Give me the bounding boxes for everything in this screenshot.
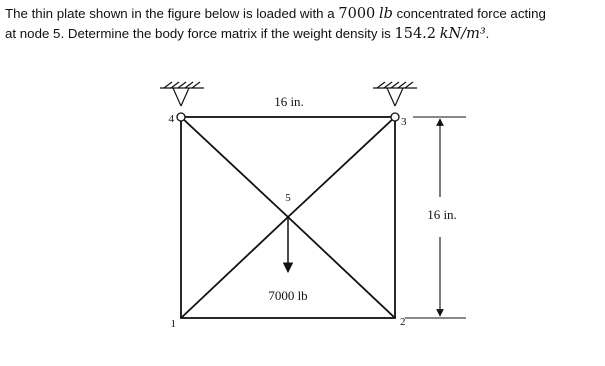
node-label-5: 5	[285, 192, 291, 204]
node-3-marker	[391, 113, 399, 121]
density-value: 154.2	[394, 26, 437, 42]
load-label: 7000 lb	[268, 288, 308, 303]
node-label-2: 2	[400, 316, 406, 328]
node-4-marker	[177, 113, 185, 121]
support-node-3	[373, 82, 417, 106]
node-label-3: 3	[401, 116, 407, 128]
force-unit: lb	[378, 6, 393, 22]
problem-text-line2-end: .	[485, 26, 490, 41]
problem-text-line1: The thin plate shown in the figure below is loaded with a	[5, 6, 339, 21]
width-label: 16 in.	[274, 94, 304, 109]
height-label: 16 in.	[427, 207, 457, 222]
problem-text-line1-end: concentrated force acting	[392, 6, 546, 21]
node-label-1: 1	[170, 318, 176, 330]
force-value: 7000	[338, 6, 376, 22]
support-node-4	[160, 82, 204, 106]
diagonal-4-5	[181, 117, 288, 217]
diagonal-3-5	[288, 117, 395, 217]
node-label-4: 4	[168, 113, 174, 125]
problem-text-line2: at node 5. Determine the body force matrix if the weight density is	[5, 26, 395, 41]
density-unit: kN/m³	[439, 26, 486, 42]
